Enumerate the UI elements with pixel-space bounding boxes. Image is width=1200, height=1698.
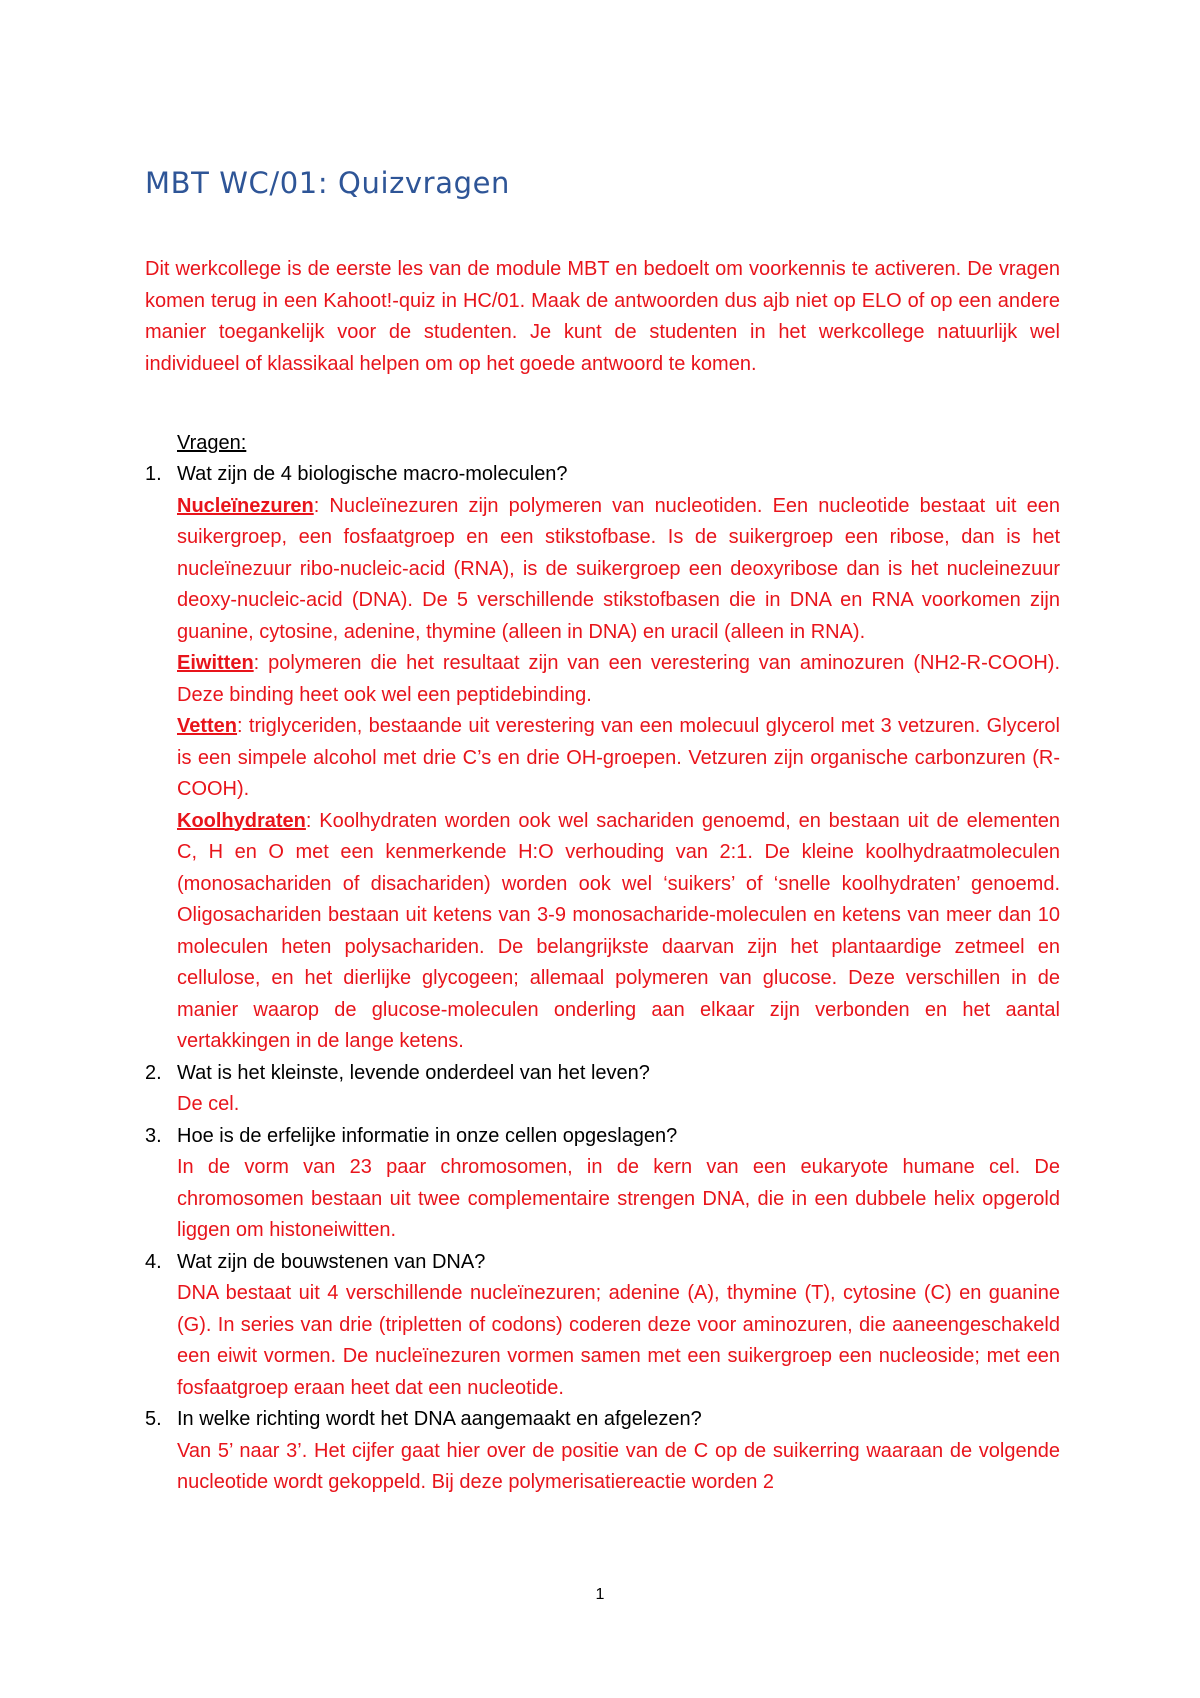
answer-text: De cel.: [177, 1093, 240, 1115]
answer-term: Eiwitten: [177, 652, 254, 674]
answer-koolhydraten: [177, 806, 1060, 1058]
answer-separator: :: [313, 494, 330, 517]
intro-paragraph: Dit werkcollege is de eerste les van de module MBT en bedoelt om voorkennis te activeren. De vragen komen terug in een Kahoot!-quiz in HC/01. Maak de antwoorden dus ajb niet op ELO of op een andere manier toegankelijk voor de studenten. Je kunt de studenten in het werkcollege natuurlijk wel individueel of klassikaal helpen om op het goede antwoord te komen.: [145, 258, 1060, 375]
question-number: 3.: [145, 1124, 162, 1147]
answer-separator: :: [237, 715, 249, 737]
question-text: Wat zijn de bouwstenen van DNA?: [177, 1250, 486, 1273]
question-text: In welke richting wordt het DNA aangemaakt en afgelezen?: [177, 1408, 702, 1430]
answer-term: Nucleïnezuren: [177, 494, 314, 517]
questions-heading: Vragen:: [177, 432, 247, 454]
answer-term: Koolhydraten: [177, 809, 306, 832]
answer-text: polymeren die het resultaat zijn van een verestering van aminozuren (NH2-R-COOH). Deze binding heet ook wel een peptidebinding.: [177, 652, 1060, 706]
answer-text: Van 5’ naar 3’. Het cijfer gaat hier over de positie van de C op de suikerring waaraan de volgende nucleotide wordt gekoppeld. Bij deze polymerisatiereactie worden 2: [177, 1439, 1060, 1493]
answer-separator: :: [253, 652, 269, 674]
question-number: 1.: [145, 463, 162, 485]
question-item-4: [145, 1247, 1060, 1405]
question-item-3: [145, 1121, 1060, 1247]
question-list: [145, 459, 1060, 1499]
question-text: Wat is het kleinste, levende onderdeel van het leven?: [177, 1061, 650, 1084]
answer-eiwitten: [177, 648, 1060, 711]
answer-vetten: [177, 711, 1060, 806]
answer-separator: :: [305, 809, 320, 832]
question-number: 5.: [145, 1408, 162, 1430]
answer-term: Vetten: [177, 715, 238, 737]
answer-text: Nucleïnezuren zijn polymeren van nucleotiden. Een nucleotide bestaat uit een suikergroep, een fosfaatgroep en een stikstofbase. Is de suikergroep een ribose, dan is het nucleïnezuur ribo-nucleic-acid (RNA), is de suikergroep een deoxyribose dan is het nucleinezuur deoxy-nucleic-acid (DNA). De 5 verschillende stikstofbasen die in DNA en RNA voorkomen zijn guanine, cytosine, adenine, thymine (alleen in DNA) en uracil (alleen in RNA).: [177, 494, 1060, 643]
question-item-1: [145, 459, 1060, 1058]
answer-text: DNA bestaat uit 4 verschillende nucleïnezuren; adenine (A), thymine (T), cytosine (C) en guanine (G). In series van drie (tripletten of codons) coderen deze voor aminozuren, die aaneengeschakeld een eiwit vormen. De nucleïnezuren vormen samen met een suikergroep een nucleoside; met een fosfaatgroep eraan heet dat een nucleotide.: [177, 1282, 1060, 1399]
answer-text: triglyceriden, bestaande uit verestering van een molecuul glycerol met 3 vetzuren. Glycerol is een simpele alcohol met drie C’s en drie OH-groepen. Vetzuren zijn organische carbonzuren (R-COOH).: [177, 715, 1060, 800]
answer-text: In de vorm van 23 paar chromosomen, in de kern van een eukaryote humane cel. De chromosomen bestaan uit twee complementaire strengen DNA, die in een dubbele helix opgerold liggen om histoneiwitten.: [177, 1156, 1060, 1241]
question-text: Hoe is de erfelijke informatie in onze cellen opgeslagen?: [177, 1124, 678, 1147]
question-item-5: [145, 1404, 1060, 1499]
page-number: 1: [595, 1586, 605, 1603]
question-item-2: [145, 1058, 1060, 1121]
question-number: 4.: [145, 1250, 162, 1273]
question-text: Wat zijn de 4 biologische macro-moleculen?: [177, 463, 568, 485]
document-title: MBT WC/01: Quizvragen: [145, 166, 511, 200]
answer-text: Koolhydraten worden ook wel sachariden genoemd, en bestaan uit de elementen C, H en O met een kenmerkende H:O verhouding van 2:1. De kleine koolhydraatmoleculen (monosachariden of disachariden) worden ook wel ‘suikers’ of ‘snelle koolhydraten’ genoemd. Oligosachariden bestaan uit ketens van 3-9 monosacharide-moleculen en ketens van meer dan 10 moleculen heten polysachariden. De belangrijkste daarvan zijn het plantaardige zetmeel en cellulose, en het dierlijke glycogeen; allemaal polymeren van glucose. Deze verschillen in de manier waarop de glucose-moleculen onderling aan elkaar zijn verbonden en het aantal vertakkingen in de lange ketens.: [177, 809, 1060, 1052]
question-number: 2.: [145, 1061, 162, 1084]
answer-nucleinezuren: [177, 491, 1060, 649]
